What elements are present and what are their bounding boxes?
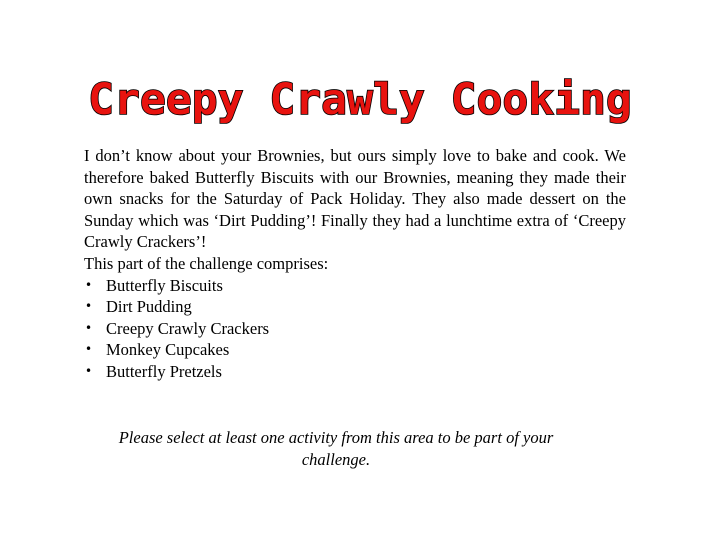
list-item-label: Butterfly Biscuits <box>106 275 223 295</box>
bullet-icon: • <box>85 342 93 357</box>
description-paragraph: I don’t know about your Brownies, but ours simply love to bake and cook. We therefore baked Butterfly Biscuits with our Brownies, meaning they made their own snacks for the Saturday of Pack Holiday. They also made dessert on the Sunday which was ‘Dirt Pudding’! Finally they had a lunchtime extra of ‘Creepy Crawly Crackers’! <box>84 146 626 252</box>
list-intro: This part of the challenge comprises: <box>84 253 329 273</box>
content-block <box>84 145 626 383</box>
list-item <box>84 361 626 383</box>
list-item <box>84 296 626 318</box>
bullet-icon: • <box>85 320 93 335</box>
activity-list <box>84 275 626 383</box>
selection-note: Please select at least one activity from this area to be part of your challenge. <box>118 428 554 469</box>
list-item-label: Monkey Cupcakes <box>106 340 230 360</box>
bullet-icon: • <box>85 277 93 292</box>
bullet-icon: • <box>85 299 93 314</box>
list-item-label: Dirt Pudding <box>106 297 192 317</box>
list-item-label: Butterfly Pretzels <box>106 361 222 381</box>
bullet-icon: • <box>85 363 93 378</box>
list-item <box>84 318 626 340</box>
page-title: Creepy Crawly Cooking <box>88 75 632 125</box>
list-item-label: Creepy Crawly Crackers <box>106 318 270 338</box>
list-item <box>84 339 626 361</box>
list-item <box>84 275 626 297</box>
